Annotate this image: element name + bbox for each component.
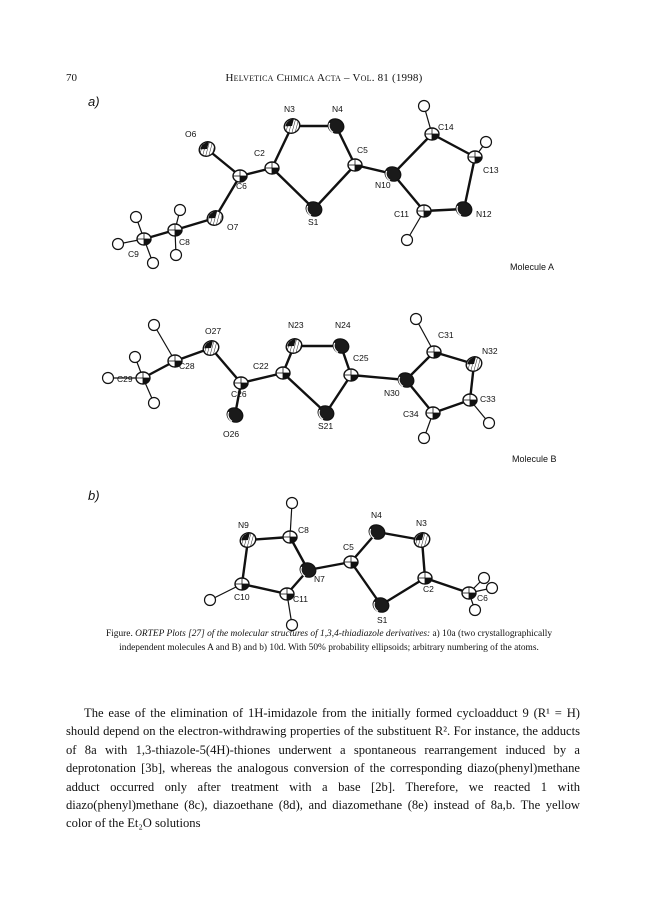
body-paragraph: The ease of the elimination of 1H-imidazole from the initially formed cycloadduct 9 (R¹ = H) should depend on the electron-withdrawing properties of the substituent R². For instance, the adducts of 8a with 1,3-thiazole-5(4H)-thiones underwent a spontaneous rearrangement induced by a deprotonation [3b], whereas the analogous conversion of the corresponding diazo(phenyl)methane adduct occurred only after treatment with a base [2b]. Therefore, we reacted 1 with diazo(phenyl)methane (8c), diazoethane (8d), and diazomethane (8e) instead of 8a,b. The yellow color of the Et₂O solutions: [66, 706, 580, 831]
atom-c8: [168, 224, 182, 236]
atom-c33: [463, 394, 477, 406]
hydrogen-atom: [287, 498, 298, 509]
journal-title: Helvetica Chimica Acta – Vol. 81 (1998): [225, 72, 423, 84]
hydrogen-atom: [484, 418, 495, 429]
atom-n3: [282, 116, 303, 136]
atom-c14: [425, 128, 439, 140]
molecule-b-label: Molecule B: [512, 454, 557, 464]
atom-c6: [462, 587, 476, 599]
atom-label: C29: [117, 374, 133, 384]
atom-c2: [418, 572, 432, 584]
panel-a-label: a): [88, 94, 100, 109]
atom-label: C25: [353, 353, 369, 363]
atom-n12: [454, 199, 474, 218]
atom-o26: [225, 405, 245, 424]
hydrogen-atom: [205, 595, 216, 606]
atom-label: O7: [227, 222, 239, 232]
hydrogen-atom: [171, 250, 182, 261]
atom-o7: [205, 208, 226, 228]
atom-label: C6: [477, 593, 488, 603]
atom-label: C6: [236, 181, 247, 191]
atom-label: C33: [480, 394, 496, 404]
atom-label: C10: [234, 592, 250, 602]
panel-b-label: b): [88, 488, 100, 503]
atom-n9: [238, 530, 259, 550]
atom-label: N3: [284, 104, 295, 114]
atom-label: N10: [375, 180, 391, 190]
hydrogen-atom: [419, 433, 430, 444]
atom-label: C5: [343, 542, 354, 552]
atom-c10: [235, 578, 249, 590]
atom-label: C31: [438, 330, 454, 340]
bond-line: [393, 134, 432, 174]
atom-label: C5: [357, 145, 368, 155]
atom-n24: [331, 336, 351, 355]
atom-label: C2: [254, 148, 265, 158]
atom-label: N7: [314, 574, 325, 584]
atom-c8: [283, 531, 297, 543]
hydrogen-atom: [481, 137, 492, 148]
atom-label: C11: [293, 594, 308, 604]
atom-label: C26: [231, 389, 247, 399]
atom-label: C11: [394, 209, 409, 219]
atom-label: C8: [298, 525, 309, 535]
atom-c25: [344, 369, 358, 381]
hydrogen-atom: [487, 583, 498, 594]
bond-line: [283, 373, 326, 413]
atom-label: C2: [423, 584, 434, 594]
atom-label: N32: [482, 346, 498, 356]
atom-s1: [371, 595, 391, 614]
hydrogen-atom: [149, 320, 160, 331]
atom-label: S1: [308, 217, 319, 227]
atom-label: N12: [476, 209, 492, 219]
atom-label: N4: [332, 104, 343, 114]
atom-c9: [137, 233, 151, 245]
hydrogen-atom: [479, 573, 490, 584]
atom-c11: [417, 205, 431, 217]
hydrogen-atom: [419, 101, 430, 112]
atom-c5: [344, 556, 358, 568]
hydrogen-atom: [103, 373, 114, 384]
body-text: [66, 704, 580, 833]
atom-n32: [464, 354, 485, 374]
atom-label: N23: [288, 320, 304, 330]
hydrogen-atom: [113, 239, 124, 250]
atom-c34: [426, 407, 440, 419]
hydrogen-atom: [148, 258, 159, 269]
hydrogen-atom: [470, 605, 481, 616]
atom-label: C9: [128, 249, 139, 259]
atom-label: N9: [238, 520, 249, 530]
atom-label: S1: [377, 615, 388, 625]
atom-n23: [284, 336, 305, 356]
atom-label: O6: [185, 129, 197, 139]
atom-label: O26: [223, 429, 240, 439]
atom-c5: [348, 159, 362, 171]
caption-lead: Figure.: [105, 629, 133, 639]
atom-label: S21: [318, 421, 334, 431]
hydrogen-atom: [149, 398, 160, 409]
caption-text: a) 10a (two crystallographically independent molecules A and B) and b) 10d. With 50% probability ellipsoids; arbitrary numbering of the atoms.: [119, 629, 553, 653]
atom-c11: [280, 588, 294, 600]
atom-label: N24: [335, 320, 351, 330]
atom-c22: [276, 367, 290, 379]
hydrogen-atom: [411, 314, 422, 325]
bond-line: [272, 168, 314, 209]
atom-label: N4: [371, 510, 382, 520]
atom-label: C14: [438, 122, 454, 132]
hydrogen-atom: [130, 352, 141, 363]
atom-n3: [412, 530, 433, 550]
atom-c13: [468, 151, 482, 163]
atom-label: O27: [205, 326, 222, 336]
bond-line: [464, 157, 475, 209]
atom-label: N3: [416, 518, 427, 528]
atom-label: C22: [253, 361, 269, 371]
atom-c29: [136, 372, 150, 384]
figure-caption: [92, 628, 566, 655]
hydrogen-atom: [402, 235, 413, 246]
atom-label: N30: [384, 388, 400, 398]
molecule-a-label: Molecule A: [510, 262, 555, 272]
atom-c2: [265, 162, 279, 174]
hydrogen-atom: [175, 205, 186, 216]
atom-label: C34: [403, 409, 419, 419]
bond-line: [314, 165, 355, 209]
page-number: 70: [66, 72, 77, 84]
atom-label: C28: [179, 361, 195, 371]
atom-label: C13: [483, 165, 499, 175]
caption-title: ORTEP Plots [27] of the molecular structures of 1,3,4-thiadiazole derivatives:: [135, 629, 431, 639]
hydrogen-atom: [131, 212, 142, 223]
atom-n4: [326, 116, 346, 135]
atom-label: C8: [179, 237, 190, 247]
atom-c26: [234, 377, 248, 389]
atom-c31: [427, 346, 441, 358]
